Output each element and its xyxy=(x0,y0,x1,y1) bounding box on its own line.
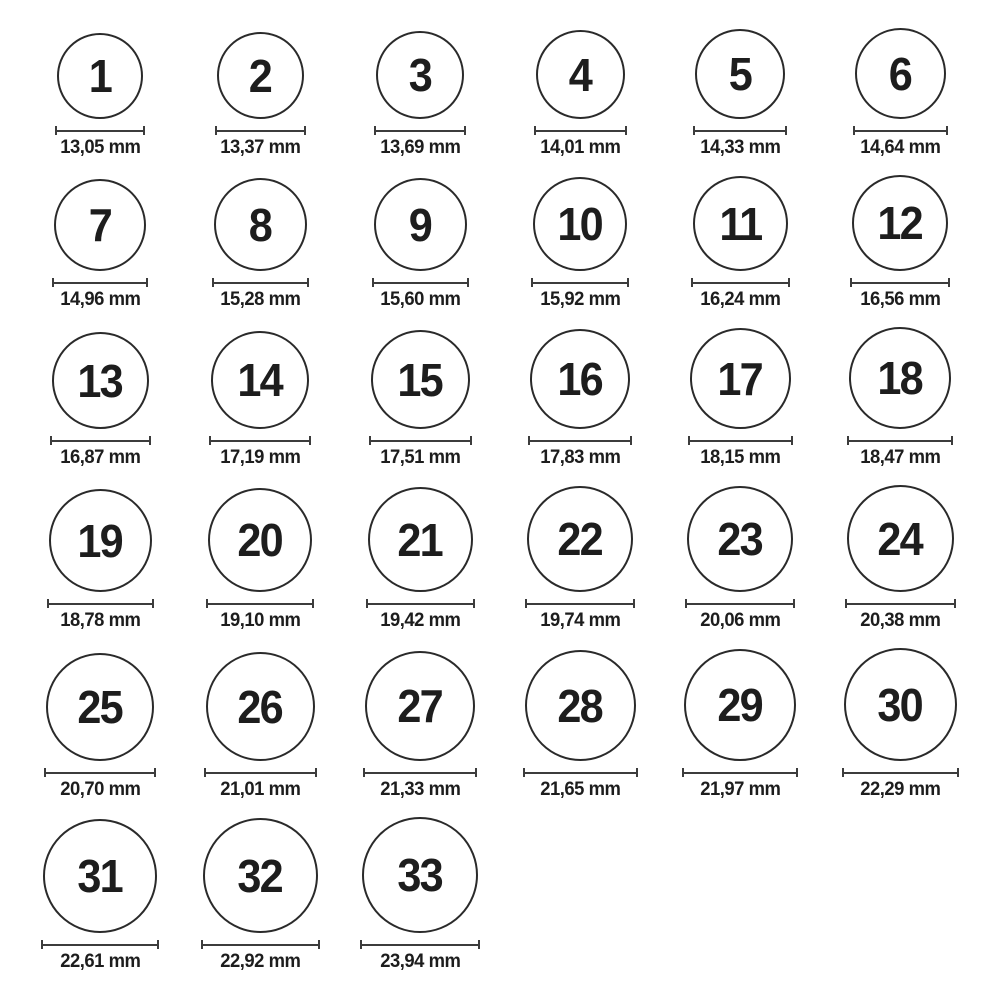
diameter-measure-line xyxy=(693,126,787,135)
ring-size-number: 19 xyxy=(77,514,123,567)
ring-size-row xyxy=(20,817,980,973)
diameter-measure-line xyxy=(853,126,948,135)
ring-circle xyxy=(368,487,473,592)
diameter-label: 14,01 mm xyxy=(539,137,621,158)
diameter-label: 20,70 mm xyxy=(59,779,141,800)
ring-size-number: 7 xyxy=(88,199,112,251)
diameter-measure-line xyxy=(845,599,956,608)
diameter-measure-line xyxy=(201,940,320,949)
diameter-measure-line xyxy=(531,278,629,287)
ring-size-number: 32 xyxy=(237,849,283,902)
ring-size-cell xyxy=(20,179,180,311)
ring-circle xyxy=(849,327,951,429)
ring-size-cell xyxy=(180,818,340,973)
diameter-label: 13,69 mm xyxy=(379,137,461,158)
ring-size-cell xyxy=(180,331,340,469)
ring-size-number: 11 xyxy=(719,197,761,250)
ring-size-number: 5 xyxy=(728,48,752,100)
ring-size-number: 13 xyxy=(77,354,123,407)
ring-size-number: 15 xyxy=(397,353,443,406)
ring-size-number: 22 xyxy=(557,513,603,565)
ring-circle xyxy=(527,486,633,592)
diameter-measure-line xyxy=(534,126,627,135)
diameter-measure-line xyxy=(204,768,317,777)
ring-circle xyxy=(217,32,304,119)
ring-size-number: 33 xyxy=(397,849,443,901)
diameter-measure-line xyxy=(682,768,798,777)
diameter-label: 22,29 mm xyxy=(859,779,941,800)
diameter-measure-line xyxy=(369,436,472,445)
ring-circle xyxy=(54,179,146,271)
ring-size-row xyxy=(20,648,980,801)
diameter-label: 15,60 mm xyxy=(379,289,461,310)
diameter-label: 15,92 mm xyxy=(539,289,621,310)
ring-circle xyxy=(52,332,149,429)
ring-circle xyxy=(374,178,467,271)
diameter-measure-line xyxy=(366,599,475,608)
diameter-label: 21,65 mm xyxy=(539,779,621,800)
diameter-measure-line xyxy=(212,278,309,287)
diameter-measure-line xyxy=(50,436,151,445)
ring-size-cell xyxy=(660,176,820,311)
diameter-measure-line xyxy=(523,768,638,777)
ring-circle xyxy=(214,178,307,271)
diameter-label: 18,15 mm xyxy=(699,447,781,468)
ring-circle xyxy=(57,33,143,119)
ring-size-number: 12 xyxy=(877,197,923,249)
ring-size-number: 6 xyxy=(888,47,912,100)
ring-size-number: 17 xyxy=(717,352,763,405)
ring-size-cell xyxy=(500,650,660,801)
diameter-label: 22,61 mm xyxy=(59,951,141,972)
ring-size-cell xyxy=(340,178,500,311)
diameter-measure-line xyxy=(528,436,632,445)
ring-size-row xyxy=(20,327,980,469)
ring-size-cell xyxy=(20,489,180,632)
ring-size-cell xyxy=(660,29,820,159)
diameter-label: 14,64 mm xyxy=(859,137,941,158)
diameter-label: 14,96 mm xyxy=(59,289,141,310)
ring-size-cell xyxy=(340,817,500,973)
ring-size-cell xyxy=(20,653,180,801)
ring-size-row xyxy=(20,28,980,159)
diameter-label: 21,33 mm xyxy=(379,779,461,800)
ring-size-cell xyxy=(660,486,820,632)
diameter-measure-line xyxy=(215,126,306,135)
diameter-label: 17,19 mm xyxy=(219,447,301,468)
ring-circle xyxy=(525,650,636,761)
diameter-measure-line xyxy=(525,599,635,608)
diameter-label: 20,06 mm xyxy=(699,610,781,631)
ring-circle xyxy=(852,175,948,271)
diameter-label: 16,87 mm xyxy=(59,447,141,468)
ring-size-number: 4 xyxy=(568,48,592,101)
diameter-measure-line xyxy=(850,278,950,287)
diameter-measure-line xyxy=(55,126,145,135)
ring-size-number: 24 xyxy=(877,512,923,565)
ring-size-cell xyxy=(820,175,980,311)
ring-circle xyxy=(844,648,957,761)
ring-size-cell xyxy=(660,328,820,469)
ring-circle xyxy=(687,486,793,592)
diameter-label: 19,74 mm xyxy=(539,610,621,631)
ring-size-number: 16 xyxy=(557,353,603,405)
diameter-measure-line xyxy=(363,768,477,777)
diameter-measure-line xyxy=(47,599,154,608)
ring-size-number: 28 xyxy=(557,679,603,732)
diameter-label: 14,33 mm xyxy=(699,137,781,158)
ring-size-cell xyxy=(340,651,500,801)
ring-size-number: 26 xyxy=(237,680,283,733)
ring-circle xyxy=(533,177,627,271)
diameter-label: 13,37 mm xyxy=(219,137,301,158)
ring-size-cell xyxy=(20,332,180,469)
diameter-measure-line xyxy=(372,278,469,287)
diameter-label: 16,24 mm xyxy=(699,289,781,310)
ring-size-number: 8 xyxy=(248,198,272,251)
ring-size-cell xyxy=(820,28,980,159)
ring-circle xyxy=(376,31,464,119)
ring-circle xyxy=(530,329,630,429)
ring-size-row xyxy=(20,485,980,632)
ring-size-cell xyxy=(660,649,820,801)
ring-size-number: 29 xyxy=(717,679,763,731)
diameter-label: 18,47 mm xyxy=(859,447,941,468)
ring-size-number: 14 xyxy=(237,354,283,406)
diameter-measure-line xyxy=(41,940,159,949)
diameter-measure-line xyxy=(360,940,480,949)
ring-size-cell xyxy=(20,819,180,973)
diameter-measure-line xyxy=(842,768,959,777)
ring-circle xyxy=(365,651,475,761)
ring-size-cell xyxy=(820,648,980,801)
diameter-label: 15,28 mm xyxy=(219,289,301,310)
ring-size-number: 9 xyxy=(408,198,432,251)
ring-size-number: 2 xyxy=(248,49,272,102)
ring-circle xyxy=(362,817,478,933)
ring-circle xyxy=(208,488,312,592)
ring-size-cell xyxy=(500,486,660,632)
diameter-measure-line xyxy=(209,436,311,445)
ring-size-cell xyxy=(180,178,340,311)
ring-size-cell xyxy=(340,31,500,159)
diameter-measure-line xyxy=(44,768,156,777)
ring-circle xyxy=(43,819,157,933)
diameter-measure-line xyxy=(847,436,953,445)
ring-size-cell xyxy=(180,652,340,801)
ring-size-number: 23 xyxy=(717,513,763,565)
diameter-measure-line xyxy=(374,126,466,135)
ring-circle xyxy=(847,485,954,592)
diameter-label: 16,56 mm xyxy=(859,289,941,310)
diameter-label: 19,10 mm xyxy=(219,610,301,631)
ring-size-number: 21 xyxy=(397,513,443,566)
diameter-label: 18,78 mm xyxy=(59,610,141,631)
ring-size-number: 30 xyxy=(877,678,923,731)
ring-size-cell xyxy=(340,487,500,632)
ring-size-cell xyxy=(180,488,340,632)
ring-size-cell xyxy=(180,32,340,159)
ring-circle xyxy=(206,652,315,761)
ring-circle xyxy=(684,649,796,761)
ring-circle xyxy=(203,818,318,933)
ring-size-cell xyxy=(820,327,980,469)
diameter-label: 23,94 mm xyxy=(379,951,461,972)
ring-size-number: 3 xyxy=(408,49,432,101)
diameter-label: 21,01 mm xyxy=(219,779,301,800)
ring-size-cell xyxy=(340,330,500,469)
ring-size-number: 10 xyxy=(557,198,603,250)
diameter-measure-line xyxy=(691,278,790,287)
ring-size-number: 25 xyxy=(77,681,123,733)
diameter-label: 22,92 mm xyxy=(219,951,301,972)
diameter-label: 20,38 mm xyxy=(859,610,941,631)
ring-size-number: 1 xyxy=(88,50,112,102)
ring-circle xyxy=(695,29,785,119)
ring-circle xyxy=(211,331,309,429)
diameter-measure-line xyxy=(685,599,795,608)
ring-size-number: 31 xyxy=(77,850,123,902)
diameter-label: 19,42 mm xyxy=(379,610,461,631)
ring-size-cell xyxy=(500,30,660,159)
diameter-label: 17,51 mm xyxy=(379,447,461,468)
ring-circle xyxy=(46,653,154,761)
ring-size-cell xyxy=(500,177,660,311)
diameter-measure-line xyxy=(206,599,314,608)
ring-circle xyxy=(371,330,470,429)
ring-size-row xyxy=(20,175,980,311)
diameter-measure-line xyxy=(688,436,793,445)
diameter-label: 13,05 mm xyxy=(59,137,141,158)
ring-size-number: 27 xyxy=(397,680,443,732)
diameter-measure-line xyxy=(52,278,148,287)
diameter-label: 17,83 mm xyxy=(539,447,621,468)
ring-size-cell xyxy=(20,33,180,159)
ring-circle xyxy=(693,176,788,271)
ring-circle xyxy=(536,30,625,119)
ring-circle xyxy=(49,489,152,592)
diameter-label: 21,97 mm xyxy=(699,779,781,800)
ring-size-cell xyxy=(820,485,980,632)
ring-size-number: 20 xyxy=(237,514,283,566)
ring-size-number: 18 xyxy=(877,352,923,404)
ring-circle xyxy=(690,328,791,429)
ring-circle xyxy=(855,28,946,119)
ring-size-cell xyxy=(500,329,660,469)
